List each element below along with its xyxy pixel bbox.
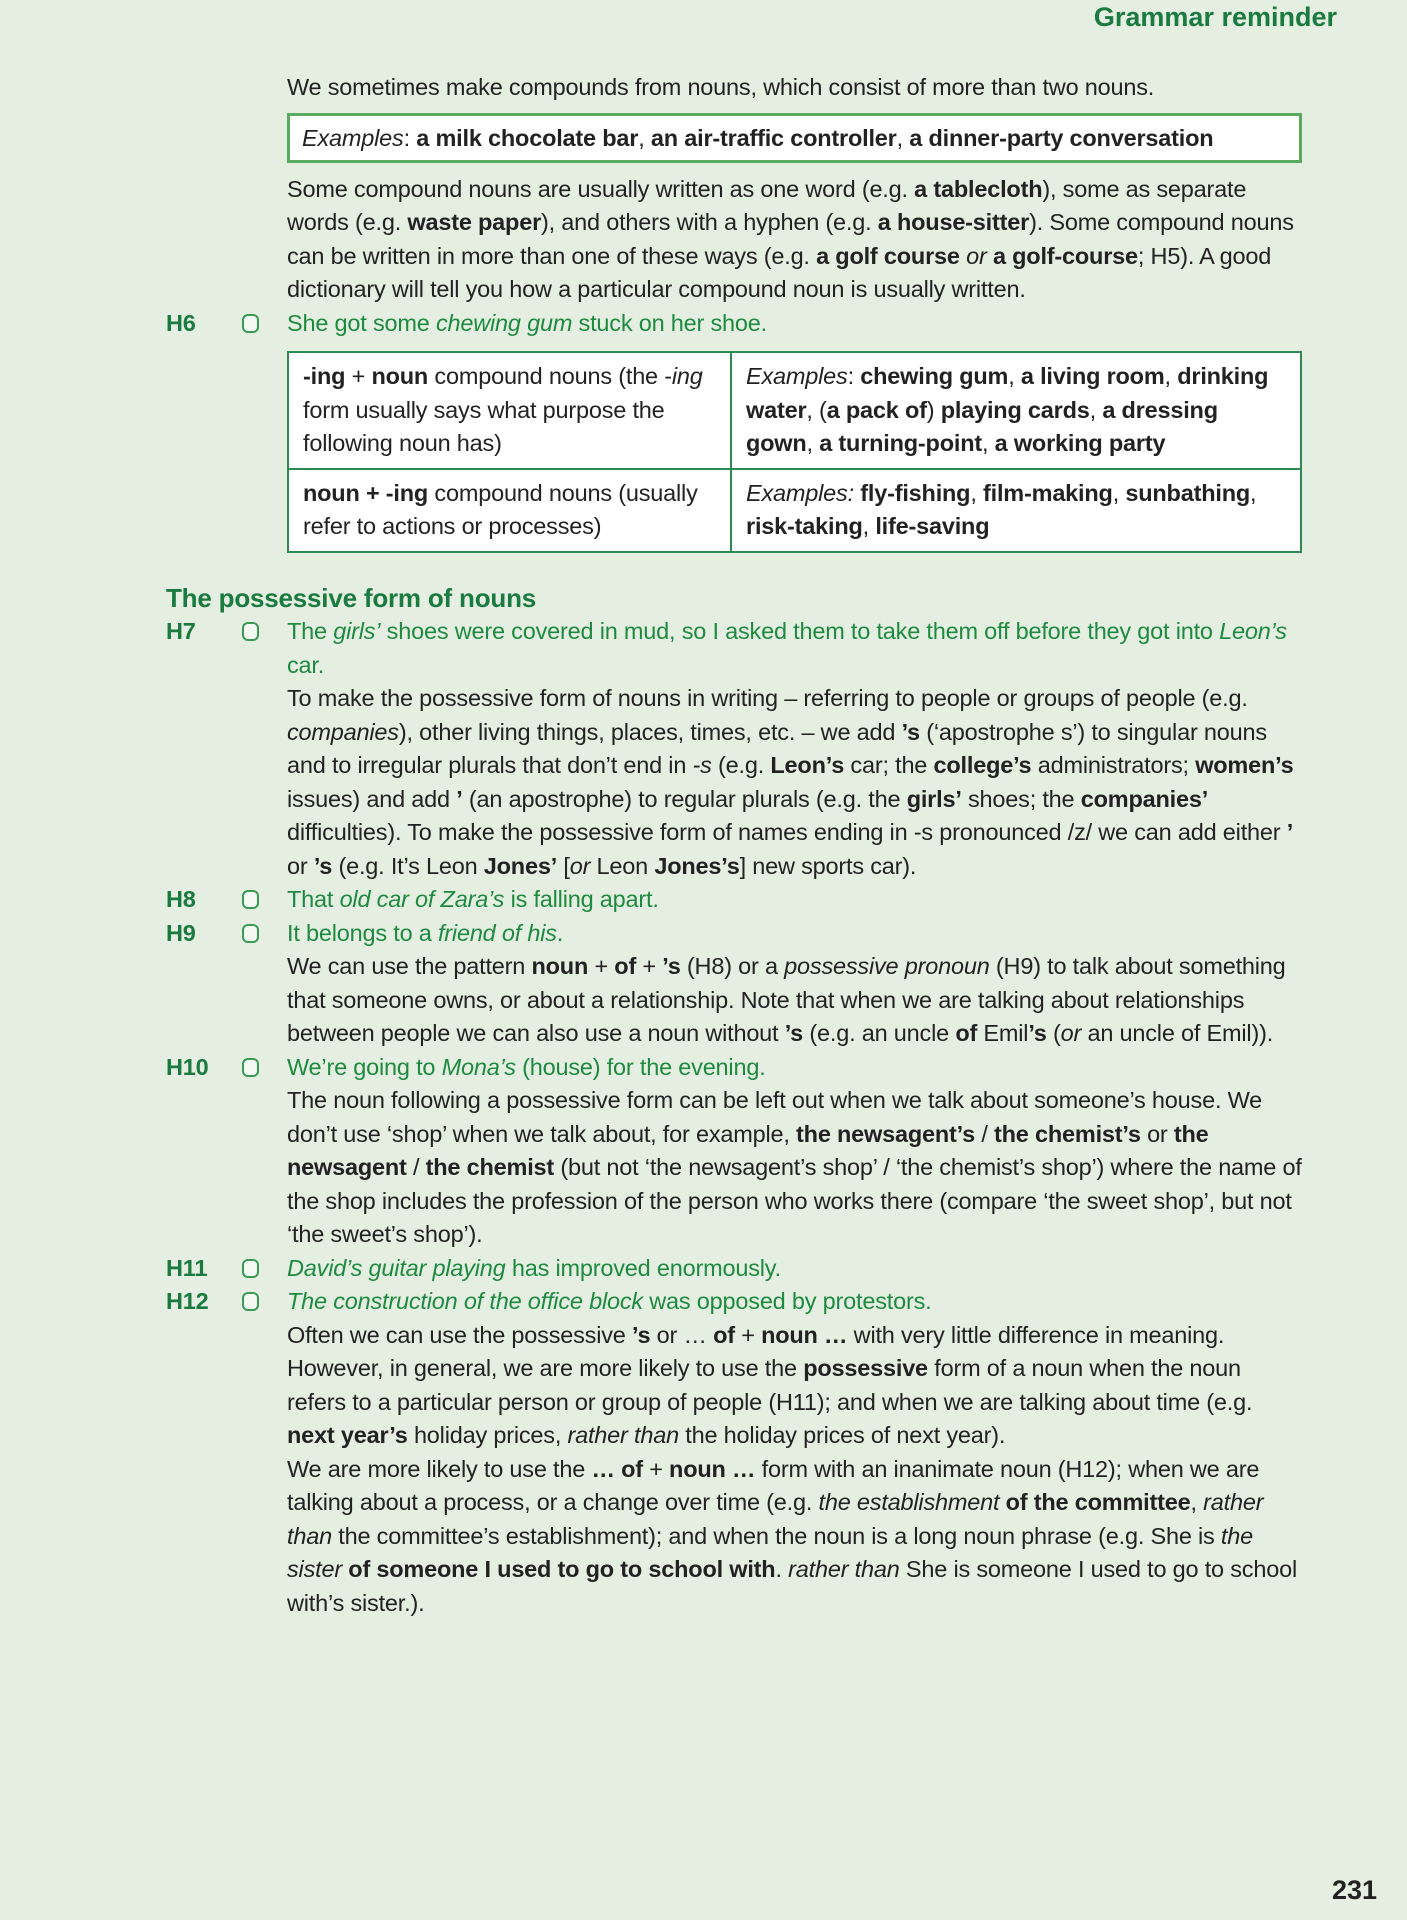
examples-box: [287, 113, 1302, 163]
example-label: H11: [166, 1254, 208, 1281]
bold-text: the chemist’s: [994, 1120, 1141, 1147]
pattern-cell: [288, 352, 731, 469]
text-run: (e.g. It’s Leon: [332, 852, 484, 879]
text-run: the committee’s establishment); and when the noun is a long noun phrase (e.g. She is: [331, 1522, 1221, 1549]
bold-text: of: [614, 953, 637, 979]
bold-text: a pack of: [826, 396, 927, 423]
bold-text: noun + -ing: [303, 479, 429, 506]
text-run: .: [775, 1556, 789, 1582]
italic-text: the establishment: [818, 1489, 1000, 1515]
text-run: We can use the pattern: [287, 953, 532, 979]
example-sentence: [166, 883, 1302, 917]
text-run: Some compound nouns are usually written as one word (e.g.: [287, 175, 915, 202]
italic-text: or: [966, 242, 987, 269]
text-run: That: [287, 886, 340, 912]
text-run: ,: [862, 513, 876, 539]
bold-text: next year’s: [287, 1422, 408, 1448]
italic-text: rather than: [567, 1422, 679, 1448]
text-run: ,: [896, 124, 910, 151]
bold-text: a golf-course: [992, 242, 1138, 269]
text-run: (H9) to talk about something that someone owns, or about a relationship. Note that when we are talking about relationships between people we can also use a noun without: [287, 953, 1286, 1046]
italic-text: the sister: [287, 1522, 1253, 1582]
text-run: +: [345, 363, 372, 389]
text-run: It belongs to a: [287, 919, 438, 946]
text-run: form usually says what purpose the following noun has): [303, 396, 665, 456]
checkbox-icon[interactable]: [242, 622, 259, 641]
italic-text: David’s guitar playing: [287, 1254, 506, 1281]
text-run: (‘apostrophe s’) to singular nouns and to irregular plurals that don’t end in: [287, 718, 1267, 778]
bold-text: ’s: [1028, 1020, 1047, 1046]
bold-text: noun: [531, 953, 589, 979]
text-run: (house) for the evening.: [515, 1053, 766, 1080]
text-run: To make the possessive form of nouns in writing – referring to people or groups of people (e.g.: [287, 685, 1248, 711]
italic-text: -s: [692, 752, 712, 778]
explanation-paragraph: [287, 1084, 1302, 1252]
italic-text: friend of his: [437, 919, 557, 946]
bold-text: a golf course: [816, 242, 960, 269]
example-sentence: [166, 307, 1302, 341]
text-run: an uncle of Emil)).: [1081, 1020, 1274, 1046]
italic-text: possessive pronoun: [784, 953, 990, 979]
text-run: (H8) or a: [680, 953, 785, 979]
text-run: ), some as separate words (e.g.: [287, 175, 1247, 235]
text-run: form with an inanimate noun (H12); when we are talking about a process, or a change over time (e.g.: [287, 1455, 1260, 1515]
italic-text: ing: [671, 363, 703, 389]
text-run: (an apostrophe) to regular plurals (e.g. the: [462, 785, 907, 812]
italic-text: The construction of the office block: [287, 1288, 643, 1314]
bold-text: college’s: [933, 752, 1032, 778]
text-run: ; H5). A good dictionary will tell you how a particular compound noun is usually written.: [287, 242, 1272, 302]
bold-text: Leon’s: [770, 752, 845, 778]
text-run: ,: [970, 479, 984, 506]
italic-text: Examples: [302, 124, 404, 151]
text-run: compound nouns (the -: [428, 363, 672, 389]
checkbox-icon[interactable]: [242, 924, 259, 943]
text-run: the holiday prices of next year).: [678, 1422, 1006, 1448]
text-run: ,: [638, 124, 651, 151]
bold-text: ’s: [662, 953, 681, 979]
text-run: shoes; the: [961, 785, 1081, 812]
text-run: [: [557, 852, 570, 879]
checkbox-icon[interactable]: [242, 314, 259, 333]
bold-text: ’s: [901, 718, 920, 745]
explanation-paragraph: [287, 682, 1302, 883]
text-run: The noun following a possessive form can be left out when we talk about someone’s house. We don’t use ‘shop’ when we talk about, for example,: [287, 1087, 1263, 1147]
table-row: [288, 352, 1301, 469]
text-run: :: [403, 124, 417, 151]
text-run: Leon: [590, 852, 655, 879]
bold-text: ’: [1286, 819, 1294, 845]
text-run: +: [734, 1321, 762, 1348]
checkbox-icon[interactable]: [242, 1058, 259, 1077]
italic-text: companies: [287, 718, 399, 745]
bold-text: ’s: [784, 1020, 804, 1046]
bold-text: women’s: [1195, 752, 1294, 778]
examples-cell: [731, 352, 1301, 469]
bold-text: a milk chocolate bar: [416, 124, 639, 151]
text-run: We sometimes make compounds from nouns, which consist of more than two nouns.: [287, 74, 1155, 100]
text-run: +: [642, 1455, 670, 1482]
bold-text: possessive: [803, 1355, 928, 1381]
text-run: ,: [1164, 363, 1178, 389]
italic-text: Examples:: [746, 479, 854, 506]
text-run: ,: [1190, 1489, 1204, 1515]
explanation-paragraph: [287, 1319, 1302, 1453]
text-run: car; the: [844, 752, 934, 778]
page-number: 231: [1331, 1875, 1377, 1905]
italic-text: Mona’s: [441, 1053, 516, 1080]
text-run: ,: [1089, 396, 1103, 423]
bold-text: girls’: [906, 785, 962, 812]
bold-text: … of: [591, 1455, 643, 1482]
bold-text: of: [713, 1321, 735, 1348]
text-run: We are more likely to use the: [287, 1455, 592, 1482]
text-run: ,: [806, 430, 820, 456]
text-run: form of a noun when the noun refers to a particular person or group of people (H11); and when we are talking about time (e.g.: [287, 1355, 1253, 1415]
text-run: or: [1140, 1120, 1174, 1147]
text-run: The: [287, 618, 334, 644]
text-run: ), other living things, places, times, etc. – we add: [398, 718, 902, 745]
text-run: shoes were covered in mud, so I asked them to take them off before they got into: [380, 618, 1220, 644]
bold-text: ’: [456, 785, 463, 812]
text-run: ): [926, 396, 941, 423]
bold-text: of the committee: [1005, 1489, 1191, 1515]
table-row: [288, 469, 1301, 552]
italic-text: Examples: [746, 363, 848, 389]
italic-text: old car of Zara’s: [339, 886, 505, 912]
text-run: car.: [287, 651, 325, 678]
bold-text: a dinner-party conversation: [909, 124, 1214, 151]
bold-text: noun: [371, 363, 429, 389]
content-column: [166, 71, 1302, 1620]
text-run: issues) and add: [287, 785, 457, 812]
bold-text: a working party: [994, 430, 1166, 456]
italic-text: or: [1060, 1020, 1082, 1046]
text-run: ,: [1250, 479, 1257, 506]
italic-text: Leon’s: [1219, 618, 1287, 644]
text-run: with very little difference in meaning. However, in general, we are more likely to use the: [287, 1321, 1225, 1381]
example-sentence: [166, 615, 1302, 682]
bold-text: a dressing gown: [746, 396, 1218, 456]
text-run: /: [406, 1154, 426, 1180]
text-run: Emil: [977, 1020, 1029, 1046]
text-run: The possessive form of nouns: [166, 582, 537, 613]
text-run: She is someone I used to go to school with’s sister.).: [287, 1556, 1297, 1616]
italic-text: rather than: [788, 1556, 900, 1582]
italic-text: rather than: [287, 1489, 1264, 1549]
text-run: is falling apart.: [504, 886, 659, 912]
checkbox-icon[interactable]: [242, 890, 259, 909]
italic-text: chewing gum: [435, 309, 573, 336]
bold-text: an air-traffic controller: [650, 124, 897, 151]
bold-text: Jones’: [483, 852, 558, 879]
bold-text: ’s: [313, 852, 333, 879]
text-run: difficulties). To make the possessive form of names ending in -s pronounced /z/ we can add either: [287, 819, 1287, 845]
example-sentence: [166, 1285, 1302, 1319]
bold-text: a house-sitter: [877, 209, 1030, 235]
italic-text: girls’: [333, 618, 381, 644]
example-label: H10: [166, 1053, 209, 1080]
text-run: (but not ‘the newsagent’s shop’ / ‘the chemist’s shop’) where the name of the shop includes the profession of the person who works there (compare ‘the sweet shop’, but not ‘the sweet’s shop’).: [287, 1154, 1302, 1247]
text-run: +: [588, 953, 615, 979]
text-run: ), and others with a hyphen (e.g.: [541, 209, 878, 235]
bold-text: Jones’s: [654, 852, 740, 879]
bold-text: noun …: [761, 1321, 848, 1348]
section-header: Grammar reminder: [1093, 2, 1337, 32]
bold-text: companies’: [1080, 785, 1209, 812]
text-run: stuck on her shoe.: [572, 309, 767, 336]
example-sentence: [166, 1051, 1302, 1085]
bold-text: drinking water: [746, 363, 1269, 423]
text-run: ,: [1112, 479, 1126, 506]
example-label: H6: [166, 309, 196, 336]
checkbox-icon[interactable]: [242, 1259, 259, 1278]
text-run: She got some: [287, 309, 436, 336]
text-run: .: [556, 919, 564, 946]
text-run: (e.g. an uncle: [803, 1020, 956, 1046]
bold-text: the newsagent: [287, 1120, 1209, 1180]
example-sentence: [166, 917, 1302, 951]
bold-text: the newsagent’s: [796, 1120, 975, 1147]
bold-text: film-making: [983, 479, 1113, 506]
bold-text: fly-fishing: [860, 479, 971, 506]
text-run: /: [975, 1120, 994, 1147]
text-run: ). Some compound nouns can be written in more than one of these ways (e.g.: [287, 209, 1294, 269]
bold-text: of someone I used to go to school with: [348, 1556, 776, 1582]
text-run: :: [847, 363, 861, 389]
bold-text: chewing gum: [860, 363, 1009, 389]
text-run: +: [636, 953, 663, 979]
explanation-paragraph: [287, 173, 1302, 307]
text-run: has improved enormously.: [505, 1254, 781, 1281]
pattern-cell: [288, 469, 731, 552]
bold-text: ’s: [632, 1321, 651, 1348]
text-run: or: [287, 852, 314, 879]
bold-text: a tablecloth: [914, 175, 1043, 202]
bold-text: of: [955, 1020, 978, 1046]
text-run: ,: [981, 430, 995, 456]
bold-text: life-saving: [875, 513, 990, 539]
explanation-paragraph: [287, 71, 1302, 105]
text-run: holiday prices,: [407, 1422, 568, 1448]
bold-text: a turning-point: [819, 430, 982, 456]
example-label: H8: [166, 886, 196, 912]
text-run: ,: [1008, 363, 1021, 389]
checkbox-icon[interactable]: [242, 1292, 259, 1311]
text-run: (e.g.: [711, 752, 771, 778]
explanation-paragraph: [287, 1453, 1302, 1621]
text-run: or …: [650, 1321, 714, 1348]
example-label: H7: [166, 618, 196, 644]
example-sentence: [166, 1252, 1302, 1286]
text-run: was opposed by protestors.: [642, 1288, 932, 1314]
example-label: H9: [166, 919, 196, 946]
text-run: , (: [806, 396, 827, 423]
explanation-paragraph: [287, 950, 1302, 1051]
bold-text: noun …: [669, 1455, 756, 1482]
bold-text: risk-taking: [746, 513, 863, 539]
bold-text: playing cards: [940, 396, 1090, 423]
examples-cell: [731, 469, 1301, 552]
text-run: administrators;: [1031, 752, 1196, 778]
bold-text: sunbathing: [1125, 479, 1250, 506]
text-run: compound nouns (usually refer to actions or processes): [303, 479, 698, 539]
bold-text: -ing: [303, 363, 346, 389]
bold-text: the chemist: [425, 1154, 555, 1180]
text-run: We’re going to: [287, 1053, 442, 1080]
bold-text: waste paper: [407, 209, 542, 235]
bold-text: a living room: [1020, 363, 1165, 389]
text-run: ] new sports car).: [739, 852, 917, 879]
compound-nouns-table: [287, 351, 1302, 553]
example-label: H12: [166, 1288, 209, 1314]
text-run: Often we can use the possessive: [287, 1321, 632, 1348]
text-run: (: [1046, 1020, 1061, 1046]
section-heading: [166, 582, 1302, 616]
italic-text: or: [569, 852, 591, 879]
